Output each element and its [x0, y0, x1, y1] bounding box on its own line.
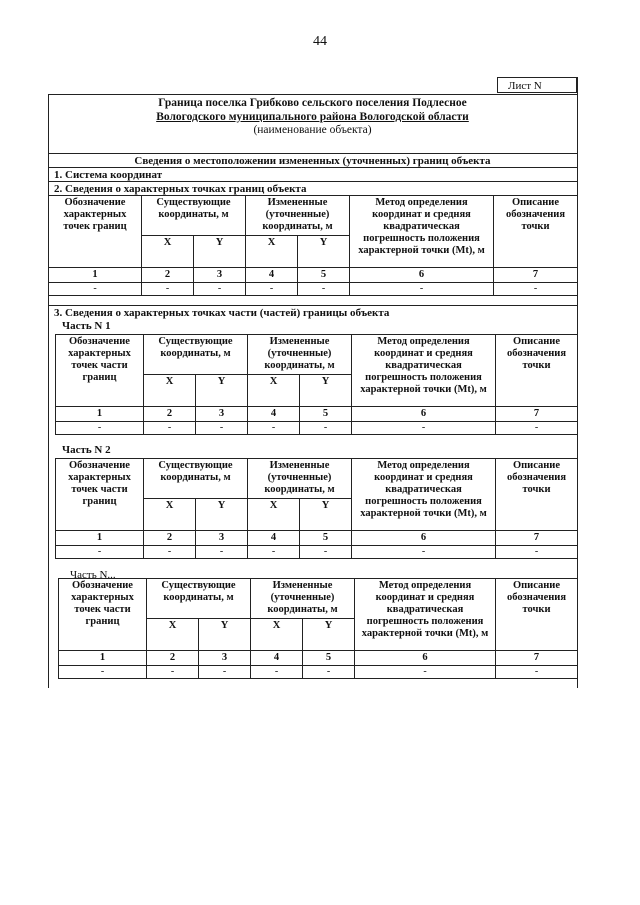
- col-description: Описание обозначения точки: [494, 196, 578, 268]
- col-changed: Измененные (уточненные) координаты, м: [246, 196, 350, 236]
- cell: 6: [352, 531, 496, 546]
- part-1-label: Часть N 1: [62, 320, 111, 332]
- col-x: X: [147, 619, 199, 651]
- cell: -: [303, 666, 355, 679]
- cell: -: [199, 666, 251, 679]
- col-y: Y: [303, 619, 355, 651]
- cell: 1: [56, 531, 144, 546]
- col-y: Y: [300, 499, 352, 531]
- cell: 1: [56, 407, 144, 422]
- cell: 5: [303, 651, 355, 666]
- col-designation-part: Обозначение характерных точек части границ: [56, 459, 144, 531]
- col-existing: Существующие координаты, м: [144, 335, 248, 375]
- table-number-row: [49, 268, 578, 283]
- cell: -: [49, 283, 142, 296]
- cell: 4: [248, 531, 300, 546]
- cell: 1: [59, 651, 147, 666]
- col-x: X: [248, 499, 300, 531]
- cell: -: [494, 283, 578, 296]
- cell: -: [59, 666, 147, 679]
- col-existing: Существующие координаты, м: [147, 579, 251, 619]
- col-existing: Существующие координаты, м: [142, 196, 246, 236]
- cell: 5: [298, 268, 350, 283]
- col-y: Y: [194, 236, 246, 268]
- cell: 7: [496, 651, 578, 666]
- cell: 7: [496, 531, 578, 546]
- cell: 5: [300, 531, 352, 546]
- cell: -: [144, 546, 196, 559]
- cell: -: [142, 283, 194, 296]
- cell: -: [194, 283, 246, 296]
- cell: -: [56, 546, 144, 559]
- col-x: X: [144, 375, 196, 407]
- col-y: Y: [298, 236, 350, 268]
- col-method: Метод определения координат и средняя квадратическая погрешность положения характерной точки (Mt), м: [350, 196, 494, 268]
- cell: -: [496, 546, 578, 559]
- cell: 2: [144, 531, 196, 546]
- table-row: [59, 666, 578, 679]
- cell: -: [246, 283, 298, 296]
- cell: 6: [352, 407, 496, 422]
- part-2-table: [55, 458, 577, 559]
- part-points-heading: 3. Сведения о характерных точках части (частей) границы объекта: [48, 305, 577, 319]
- cell: -: [300, 546, 352, 559]
- cell: 3: [196, 531, 248, 546]
- col-method: Метод определения координат и средняя квадратическая погрешность положения характерной точки (Mt), м: [352, 459, 496, 531]
- cell: -: [248, 546, 300, 559]
- col-x: X: [248, 375, 300, 407]
- col-description: Описание обозначения точки: [496, 335, 578, 407]
- cell: -: [352, 546, 496, 559]
- col-designation-part: Обозначение характерных точек части границ: [56, 335, 144, 407]
- col-x: X: [144, 499, 196, 531]
- title-line-1: Граница поселка Грибково сельского поселения Подлесное: [158, 97, 467, 109]
- part-2-label: Часть N 2: [62, 444, 111, 456]
- cell: -: [355, 666, 496, 679]
- cell: 5: [300, 407, 352, 422]
- col-method: Метод определения координат и средняя квадратическая погрешность положения характерной точки (Mt), м: [352, 335, 496, 407]
- coordinate-system-heading: 1. Система координат: [48, 167, 577, 181]
- cell: 6: [350, 268, 494, 283]
- cell: 6: [355, 651, 496, 666]
- col-changed: Измененные (уточненные) координаты, м: [248, 335, 352, 375]
- cell: -: [196, 546, 248, 559]
- title-line-2: Вологодского муниципального района Вологодской области: [156, 110, 469, 123]
- part-1-table: [55, 334, 577, 435]
- cell: 7: [496, 407, 578, 422]
- col-y: Y: [199, 619, 251, 651]
- col-designation-part: Обозначение характерных точек части границ: [59, 579, 147, 651]
- table-number-row: [56, 531, 578, 546]
- cell: -: [196, 422, 248, 435]
- cell: 7: [494, 268, 578, 283]
- col-designation: Обозначение характерных точек границ: [49, 196, 142, 268]
- cell: 4: [251, 651, 303, 666]
- cell: 3: [199, 651, 251, 666]
- col-method: Метод определения координат и средняя квадратическая погрешность положения характерной точки (Mt), м: [355, 579, 496, 651]
- col-y: Y: [300, 375, 352, 407]
- table-row: [56, 422, 578, 435]
- col-x: X: [251, 619, 303, 651]
- cell: -: [496, 666, 578, 679]
- col-changed: Измененные (уточненные) координаты, м: [251, 579, 355, 619]
- sheet-label: Лист N: [497, 77, 577, 93]
- cell: -: [248, 422, 300, 435]
- cell: 3: [194, 268, 246, 283]
- boundary-points-heading: 2. Сведения о характерных точках границ объекта: [48, 181, 577, 195]
- cell: -: [56, 422, 144, 435]
- table-number-row: [56, 407, 578, 422]
- cell: 2: [147, 651, 199, 666]
- cell: 3: [196, 407, 248, 422]
- table-number-row: [59, 651, 578, 666]
- title-caption: (наименование объекта): [253, 124, 372, 136]
- part-n-label: Часть N...: [70, 569, 116, 581]
- cell: -: [300, 422, 352, 435]
- cell: 4: [248, 407, 300, 422]
- section-header: Сведения о местоположении измененных (уточненных) границ объекта: [48, 153, 577, 167]
- col-existing: Существующие координаты, м: [144, 459, 248, 499]
- col-x: X: [142, 236, 194, 268]
- boundary-points-table: [48, 195, 577, 296]
- cell: 2: [144, 407, 196, 422]
- cell: -: [298, 283, 350, 296]
- cell: -: [251, 666, 303, 679]
- cell: -: [496, 422, 578, 435]
- table-row: [49, 283, 578, 296]
- col-changed: Измененные (уточненные) координаты, м: [248, 459, 352, 499]
- cell: -: [352, 422, 496, 435]
- col-y: Y: [196, 499, 248, 531]
- col-y: Y: [196, 375, 248, 407]
- object-title: [48, 95, 577, 153]
- cell: 1: [49, 268, 142, 283]
- table-row: [56, 546, 578, 559]
- page-number: 44: [313, 34, 327, 49]
- cell: 2: [142, 268, 194, 283]
- col-description: Описание обозначения точки: [496, 579, 578, 651]
- col-description: Описание обозначения точки: [496, 459, 578, 531]
- cell: -: [144, 422, 196, 435]
- cell: -: [350, 283, 494, 296]
- col-x: X: [246, 236, 298, 268]
- cell: 4: [246, 268, 298, 283]
- cell: -: [147, 666, 199, 679]
- part-n-table: [58, 578, 577, 679]
